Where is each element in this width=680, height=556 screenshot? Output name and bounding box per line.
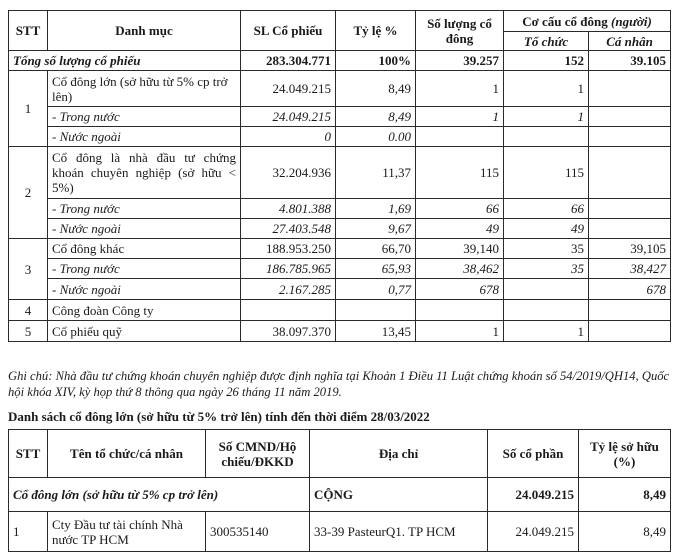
header-address: Địa chỉ — [310, 430, 488, 478]
row-individual — [589, 219, 671, 239]
group-stt: 5 — [9, 321, 48, 342]
major-shareholders-table — [8, 429, 671, 552]
row-label: Cổ phiếu quỹ — [48, 321, 241, 342]
row-shares: 188.953.250 — [241, 239, 336, 259]
row-shares: 24.049.215 — [241, 71, 336, 107]
table-row — [9, 107, 671, 127]
row-label: - Nước ngoài — [48, 219, 241, 239]
row-holders: 678 — [416, 279, 504, 300]
row-stt: 1 — [9, 512, 48, 552]
row-org: 35 — [504, 259, 589, 279]
row-org: 1 — [504, 321, 589, 342]
row-individual — [589, 321, 671, 342]
row-individual — [589, 127, 671, 147]
header-individual: Cá nhân — [589, 32, 671, 51]
table-row — [9, 300, 671, 321]
shareholder-structure-table — [8, 10, 671, 342]
row-org: 49 — [504, 219, 589, 239]
row-ratio: 8,49 — [336, 71, 416, 107]
summary-shares: 24.049.215 — [488, 478, 579, 512]
row-holders — [416, 300, 504, 321]
row-label: - Trong nước — [48, 107, 241, 127]
row-org: 1 — [504, 71, 589, 107]
row-name: Cty Đầu tư tài chính Nhà nước TP HCM — [48, 512, 206, 552]
row-ratio: 65,93 — [336, 259, 416, 279]
header-holders-count: Số lượng cổ đông — [416, 11, 504, 51]
header-structure: Cơ cấu cổ đông (người) — [504, 11, 671, 32]
table-row — [9, 199, 671, 219]
row-shares: 32.204.936 — [241, 147, 336, 199]
row-ratio: 1,69 — [336, 199, 416, 219]
total-holders: 39.257 — [416, 51, 504, 71]
total-row — [9, 51, 671, 71]
row-org: 1 — [504, 107, 589, 127]
row-label: - Trong nước — [48, 199, 241, 219]
total-shares: 283.304.771 — [241, 51, 336, 71]
header-shares: SL Cổ phiếu — [241, 11, 336, 51]
row-label: Cổ đông khác — [48, 239, 241, 259]
row-ratio: 13,45 — [336, 321, 416, 342]
row-ratio: 66,70 — [336, 239, 416, 259]
row-shares: 186.785.965 — [241, 259, 336, 279]
row-holders: 39,140 — [416, 239, 504, 259]
row-id: 300535140 — [206, 512, 310, 552]
row-individual: 678 — [589, 279, 671, 300]
row-holders: 49 — [416, 219, 504, 239]
row-ratio: 9,67 — [336, 219, 416, 239]
row-ratio — [336, 300, 416, 321]
row-individual: 39,105 — [589, 239, 671, 259]
row-holders: 115 — [416, 147, 504, 199]
row-shares: 38.097.370 — [241, 321, 336, 342]
row-shares: 24.049.215 — [488, 512, 579, 552]
header-stt: STT — [9, 11, 48, 51]
total-label: Tổng số lượng cổ phiếu — [9, 51, 241, 71]
row-label: - Trong nước — [48, 259, 241, 279]
row-shares: 24.049.215 — [241, 107, 336, 127]
row-holders: 38,462 — [416, 259, 504, 279]
row-individual — [589, 71, 671, 107]
row-ratio: 11,37 — [336, 147, 416, 199]
row-label: - Nước ngoài — [48, 279, 241, 300]
group-stt: 1 — [9, 71, 48, 147]
section-title: Danh sách cổ đông lớn (sở hữu từ 5% trở lên) tính đến thời điểm 28/03/2022 — [8, 409, 430, 424]
table-row — [9, 279, 671, 300]
header-category: Danh mục — [48, 11, 241, 51]
header-id: Số CMND/Hộ chiếu/ĐKKD — [206, 430, 310, 478]
row-holders — [416, 127, 504, 147]
row-individual — [589, 300, 671, 321]
row-ratio: 0.00 — [336, 127, 416, 147]
summary-total-label: CỘNG — [310, 478, 488, 512]
row-holders: 1 — [416, 71, 504, 107]
total-org: 152 — [504, 51, 589, 71]
row-org — [504, 279, 589, 300]
row-individual: 38,427 — [589, 259, 671, 279]
summary-label: Cổ đông lớn (sở hữu từ 5% cp trở lên) — [9, 478, 310, 512]
footnote: Ghi chú: Nhà đầu tư chứng khoán chuyên nghiệp được định nghĩa tại Khoản 1 Điều 11 Luật chứng khoán số 54/2019/QH14, Quốc hội khóa XIV, kỳ họp thứ 8 thông qua ngày 26 tháng 11 năm 2019. — [8, 369, 670, 399]
row-address: 33-39 PasteurQ1. TP HCM — [310, 512, 488, 552]
row-holders: 1 — [416, 107, 504, 127]
row-label: Công đoàn Công ty — [48, 300, 241, 321]
table-row — [9, 239, 671, 259]
row-org — [504, 127, 589, 147]
row-individual — [589, 199, 671, 219]
row-shares: 27.403.548 — [241, 219, 336, 239]
group-stt: 3 — [9, 239, 48, 300]
row-label: - Nước ngoài — [48, 127, 241, 147]
header-shares: Số cổ phần — [488, 430, 579, 478]
row-org — [504, 300, 589, 321]
header-org: Tổ chức — [504, 32, 589, 51]
row-ratio: 8,49 — [579, 512, 671, 552]
row-org: 35 — [504, 239, 589, 259]
table-row — [9, 321, 671, 342]
total-ratio: 100% — [336, 51, 416, 71]
row-shares: 0 — [241, 127, 336, 147]
row-individual — [589, 147, 671, 199]
row-shares — [241, 300, 336, 321]
row-individual — [589, 107, 671, 127]
summary-row — [9, 478, 671, 512]
row-holders: 1 — [416, 321, 504, 342]
header-ratio: Tỷ lệ % — [336, 11, 416, 51]
row-holders: 66 — [416, 199, 504, 219]
header-stt: STT — [9, 430, 48, 478]
table-row — [9, 71, 671, 107]
header-ratio: Tỷ lệ sở hữu (%) — [579, 430, 671, 478]
table-row — [9, 127, 671, 147]
group-stt: 4 — [9, 300, 48, 321]
table-row — [9, 219, 671, 239]
row-label: Cổ đông lớn (sở hữu từ 5% cp trở lên) — [48, 71, 241, 107]
row-org: 115 — [504, 147, 589, 199]
group-stt: 2 — [9, 147, 48, 239]
table-row — [9, 512, 671, 552]
header-name: Tên tổ chức/cá nhân — [48, 430, 206, 478]
summary-ratio: 8,49 — [579, 478, 671, 512]
table-row — [9, 147, 671, 199]
row-shares: 4.801.388 — [241, 199, 336, 219]
table-row — [9, 259, 671, 279]
row-label: Cổ đông là nhà đầu tư chứng khoán chuyên nghiệp (sở hữu < 5%) — [48, 147, 241, 199]
row-ratio: 0,77 — [336, 279, 416, 300]
row-org: 66 — [504, 199, 589, 219]
row-ratio: 8,49 — [336, 107, 416, 127]
total-individual: 39.105 — [589, 51, 671, 71]
row-shares: 2.167.285 — [241, 279, 336, 300]
